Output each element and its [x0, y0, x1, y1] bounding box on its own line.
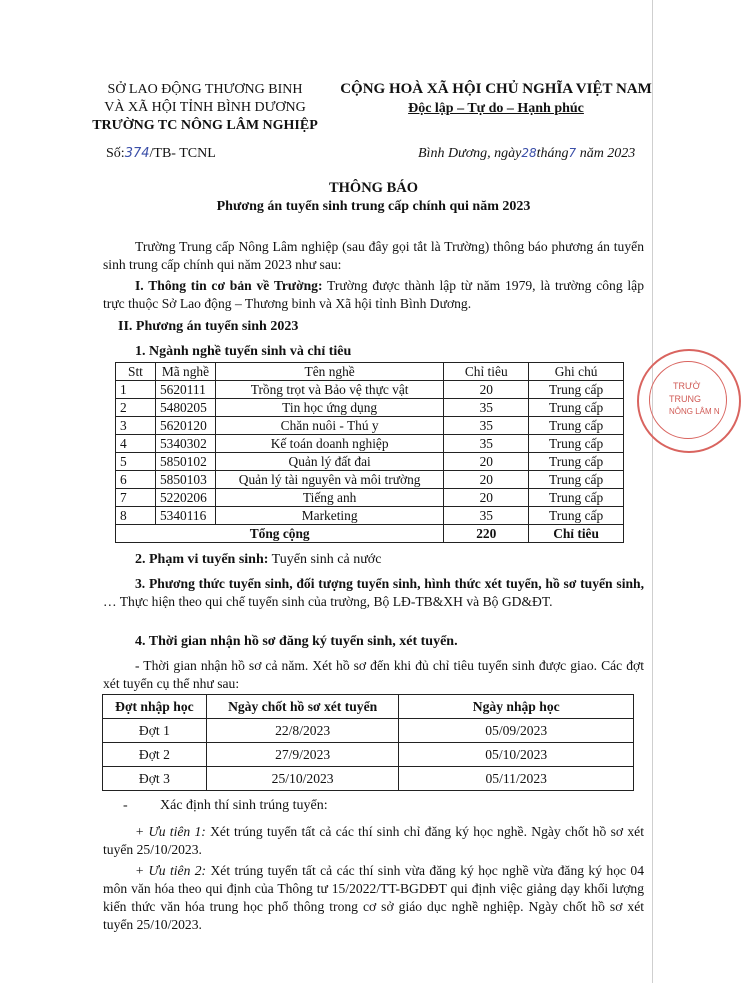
sub-4-heading: 4. Thời gian nhận hồ sơ đăng ký tuyển sinh, xét tuyển. [135, 634, 458, 649]
number-handwritten: 374 [124, 146, 150, 161]
priority-2-text: Xét trúng tuyển tất cả các thí sinh vừa đăng ký học nghề vừa đăng ký học 04 môn văn hóa theo qui định của Thông tư 15/2022/TT-BGDĐT qui định việc giảng dạy khối lượng kiến thức văn hóa trung học phổ thông trong cơ sở giáo dục nghề nghiệp. Ngày chốt hồ sơ xét tuyển 25/10/2023. [103, 863, 645, 932]
table-row [116, 435, 624, 453]
sub-3-text: … Thực hiện theo qui chế tuyển sinh của trường, Bộ LĐ-TB&XH và Bộ GD&ĐT. [103, 594, 553, 609]
row-stt: 6 [116, 471, 156, 489]
row-quota: 20 [444, 453, 529, 471]
table-row [116, 399, 624, 417]
intro-paragraph: Trường Trung cấp Nông Lâm nghiệp (sau đây gọi tắt là Trường) thông báo phương án tuyển sinh trung cấp chính qui năm 2023 như sau: [103, 239, 644, 272]
row-stt: 8 [116, 507, 156, 525]
row-code: 5220206 [155, 489, 215, 507]
date-suffix: năm 2023 [579, 146, 636, 161]
row-name: Tiếng anh [215, 489, 443, 507]
row-note: Trung cấp [529, 381, 624, 399]
row-note: Trung cấp [529, 507, 624, 525]
row-quota: 35 [444, 399, 529, 417]
row-code: 5480205 [155, 399, 215, 417]
table-row [116, 507, 624, 525]
official-stamp [637, 349, 741, 453]
row-note: Trung cấp [529, 417, 624, 435]
row-stt: 5 [116, 453, 156, 471]
row-code: 5850102 [155, 453, 215, 471]
document-number [106, 146, 216, 162]
section-2-heading: II. Phương án tuyển sinh 2023 [118, 319, 299, 334]
national-title: CỘNG HOÀ XÃ HỘI CHỦ NGHĨA VIỆT NAM [340, 81, 652, 97]
priority-2-label: + Ưu tiên 2: [135, 863, 207, 878]
sub-2 [135, 552, 381, 568]
col-intake: Đợt nhập học [103, 695, 207, 719]
sub-4-text: - Thời gian nhận hồ sơ cả năm. Xét hồ sơ đến khi đủ chỉ tiêu tuyển sinh được giao. Các đợt xét tuyển cụ thể như sau: [103, 658, 644, 691]
issue-date [418, 146, 635, 162]
sub-2-text: Tuyển sinh cả nước [268, 552, 382, 567]
intake-start: 05/09/2023 [399, 719, 634, 743]
table-row [116, 381, 624, 399]
row-quota: 20 [444, 381, 529, 399]
col-name: Tên nghề [215, 363, 443, 381]
row-stt: 4 [116, 435, 156, 453]
bullet-text: Xác định thí sinh trúng tuyển: [160, 798, 328, 813]
row-note: Trung cấp [529, 435, 624, 453]
row-note: Trung cấp [529, 489, 624, 507]
intake-name: Đợt 1 [103, 719, 207, 743]
stamp-line-2: TRUNG [669, 394, 701, 404]
total-label: Tổng cộng [116, 525, 444, 543]
total-value: 220 [444, 525, 529, 543]
row-note: Trung cấp [529, 453, 624, 471]
intake-deadline: 25/10/2023 [206, 767, 399, 791]
number-suffix: /TB- TCNL [149, 146, 216, 161]
table-row [116, 453, 624, 471]
sub-1-heading: 1. Ngành nghề tuyển sinh và chỉ tiêu [135, 344, 352, 359]
row-name: Kế toán doanh nghiệp [215, 435, 443, 453]
section-1-heading: I. Thông tin cơ bản về Trường: [135, 278, 323, 293]
table-row [116, 417, 624, 435]
date-day: 28 [521, 146, 537, 160]
col-start: Ngày nhập học [399, 695, 634, 719]
row-code: 5620111 [155, 381, 215, 399]
total-note: Chỉ tiêu [529, 525, 624, 543]
table-row [103, 767, 634, 791]
section-1-text: Trường được thành lập từ năm 1979, là trường công lập trực thuộc Sở Lao động – Thương binh và Xã hội tỉnh Bình Dương. [103, 278, 645, 311]
intake-start: 05/11/2023 [399, 767, 634, 791]
issuer-line-1: SỞ LAO ĐỘNG THƯƠNG BINH [107, 82, 303, 97]
row-code: 5850103 [155, 471, 215, 489]
intake-schedule-table [102, 694, 634, 791]
date-month: 7 [568, 146, 577, 160]
table-row [103, 743, 634, 767]
sub-2-heading: 2. Phạm vi tuyển sinh: [135, 552, 269, 567]
bullet-dash: - [123, 798, 128, 813]
row-name: Marketing [215, 507, 443, 525]
row-name: Trồng trọt và Bảo vệ thực vật [215, 381, 443, 399]
motto-line [338, 101, 654, 117]
row-stt: 3 [116, 417, 156, 435]
intake-deadline: 22/8/2023 [206, 719, 399, 743]
col-code: Mã nghề [155, 363, 215, 381]
sub-3 [103, 575, 644, 611]
date-prefix: Bình Dương, ngày [418, 146, 522, 161]
row-stt: 1 [116, 381, 156, 399]
priority-1 [103, 823, 644, 859]
row-stt: 7 [116, 489, 156, 507]
row-quota: 35 [444, 417, 529, 435]
row-code: 5340302 [155, 435, 215, 453]
issuer-line-2: VÀ XÃ HỘI TỈNH BÌNH DƯƠNG [104, 100, 306, 115]
col-quota: Chỉ tiêu [444, 363, 529, 381]
sub-3-heading: 3. Phương thức tuyển sinh, đối tượng tuyển sinh, hình thức xét tuyển, hồ sơ tuyển sinh, [135, 576, 644, 591]
intake-name: Đợt 3 [103, 767, 207, 791]
row-note: Trung cấp [529, 399, 624, 417]
col-note: Ghi chú [529, 363, 624, 381]
intake-deadline: 27/9/2023 [206, 743, 399, 767]
scan-edge-line [652, 0, 653, 983]
programs-table-header [116, 363, 624, 381]
stamp-line-3: NÔNG LÂM N [669, 407, 720, 416]
total-row [116, 525, 624, 543]
row-name: Quản lý đất đai [215, 453, 443, 471]
row-code: 5340116 [155, 507, 215, 525]
row-note: Trung cấp [529, 471, 624, 489]
motto: Độc lập – Tự do – Hạnh phúc [408, 101, 584, 116]
table-row [116, 471, 624, 489]
row-quota: 20 [444, 489, 529, 507]
priority-1-text: Xét trúng tuyển tất cả các thí sinh chỉ đăng ký học nghề. Ngày chốt hồ sơ xét tuyển 25/10/2023. [103, 824, 644, 857]
notice-title: THÔNG BÁO [328, 180, 419, 196]
date-mid: tháng [536, 146, 569, 161]
stamp-line-1: TRƯỜ [673, 381, 701, 391]
row-name: Chăn nuôi - Thú y [215, 417, 443, 435]
section-1 [103, 277, 644, 313]
table-row [103, 719, 634, 743]
intake-name: Đợt 2 [103, 743, 207, 767]
row-quota: 35 [444, 507, 529, 525]
row-quota: 35 [444, 435, 529, 453]
row-name: Quản lý tài nguyên và môi trường [215, 471, 443, 489]
col-stt: Stt [116, 363, 156, 381]
intake-start: 05/10/2023 [399, 743, 634, 767]
priority-1-label: + Ưu tiên 1: [135, 824, 206, 839]
programs-table [115, 362, 624, 543]
row-stt: 2 [116, 399, 156, 417]
priority-2 [103, 862, 644, 934]
table-row [116, 489, 624, 507]
notice-subtitle: Phương án tuyển sinh trung cấp chính qui năm 2023 [216, 199, 531, 214]
col-deadline: Ngày chốt hồ sơ xét tuyển [206, 695, 399, 719]
row-quota: 20 [444, 471, 529, 489]
row-code: 5620120 [155, 417, 215, 435]
school-name: TRƯỜNG TC NÔNG LÂM NGHIỆP [92, 118, 318, 133]
row-name: Tin học ứng dụng [215, 399, 443, 417]
number-prefix: Số: [106, 146, 125, 161]
schedule-table-header [103, 695, 634, 719]
issuer-block [60, 81, 350, 135]
